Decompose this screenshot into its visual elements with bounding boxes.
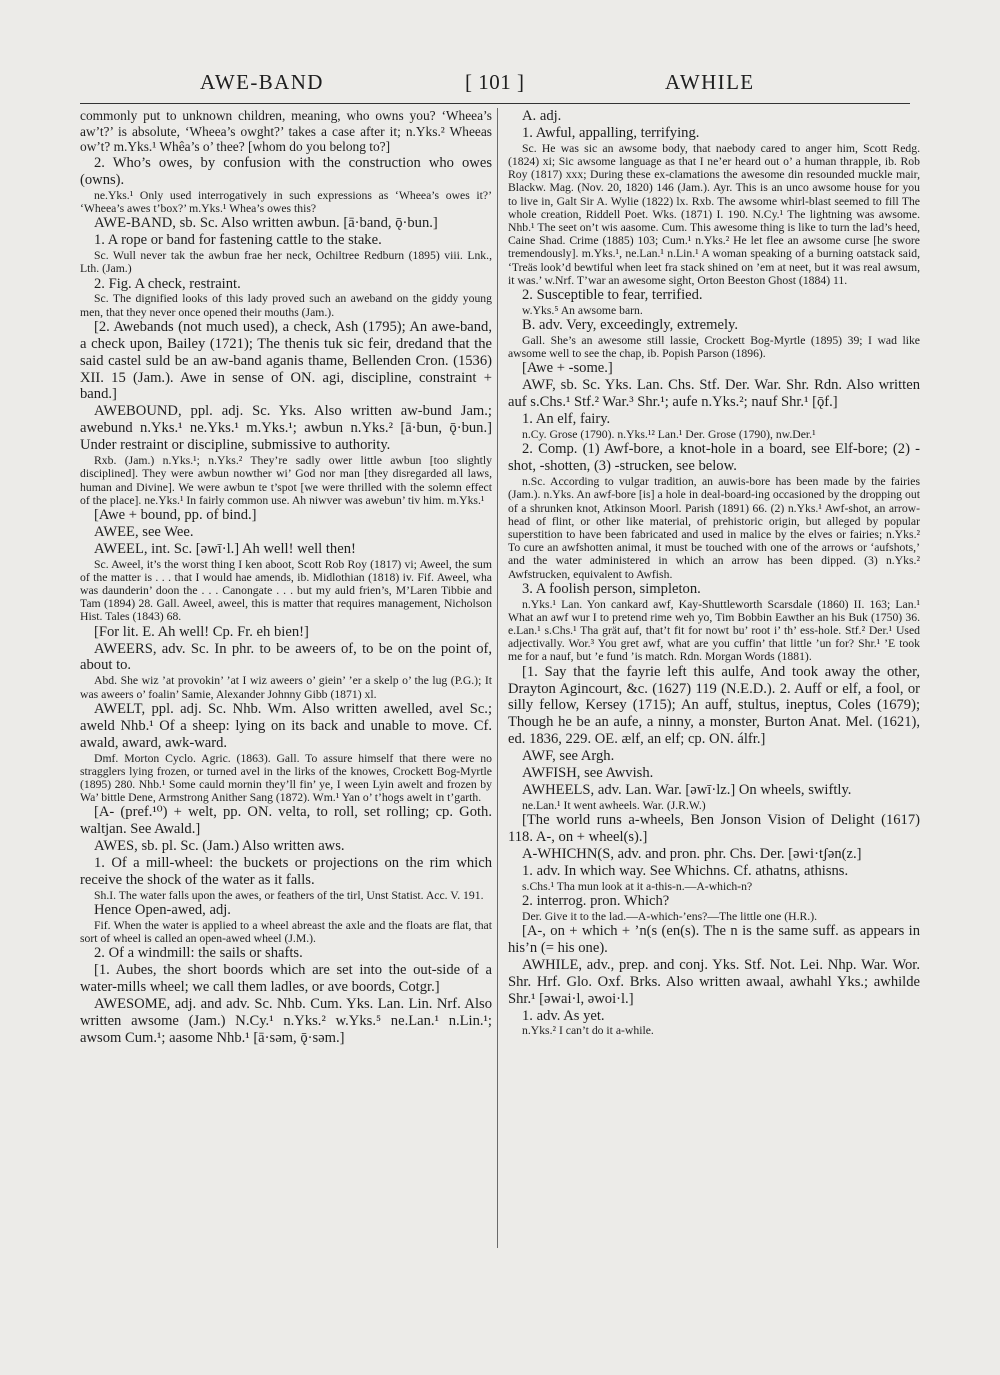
entry-paragraph: 1. Awful, appalling, terrifying.: [522, 124, 700, 141]
citation-paragraph: n.Sc. According to vulgar tradition, an auwis-bore has been made by the fairies (Jam.). n.Yks. An awf-bore [is] a hole in deal-board-ing occasioned by the dropping out of a shrunken knot, Atkinson Moorl. Parish (1891) 66. (2) n.Yks.¹ Awf-shot, an arrow-head of flint, or other like material, of prehistoric origin, but alleged by popular superstition to have been fabricated and used in malice by the elves or fairies; n.Yks.² To cure an awfshotten animal, it must be touched with one of the arrows or ‘aufshots,’ and the water administered in which an arrow has been dipped. (3) n.Yks.² Awfstrucken, equivalent to Awfish.: [508, 475, 920, 581]
entry-paragraph: [For lit. E. Ah well! Cp. Fr. eh bien!]: [94, 623, 309, 640]
entry-paragraph: 3. A foolish person, simpleton.: [522, 580, 701, 597]
entry-paragraph: 2. Of a windmill: the sails or shafts.: [94, 945, 303, 962]
header-left-word: AWE-BAND: [200, 70, 324, 94]
entry-paragraph: AWESOME, adj. and adv. Sc. Nhb. Cum. Yks. Lan. Lin. Nrf. Also written awsome (Jam.) N.Cy.¹ n.Yks.² w.Yks.⁵ ne.Lan.¹ n.Lin.¹; awsom Cum.¹; aasome Nhb.¹ [ā·səm, ǭ·səm.]: [80, 996, 492, 1046]
entry-paragraph: commonly put to unknown children, meaning, who owns you? ‘Wheea’s aw’t?’ is absolute, ‘Wheea’s owght?’ takes a case after it; n.Yks.² Wheeas ow’t? m.Yks.¹ Whêa’s o’ thee? [whom do you belong to?]: [80, 108, 492, 155]
header-rule: [80, 103, 910, 104]
citation-paragraph: Dmf. Morton Cyclo. Agric. (1863). Gall. To assure himself that there were no stragglers lying frozen, or turned avel in the lirks of the knowes, Crockett Bog-Myrtle (1895) 280. Nhb.¹ Some cauld mornin they’ll fin’ ye, I ween Lyin awelt and frozen by Wa’ bittle Dene, Armstrong Anither Sang (1872). Wm.¹ Yan o’ t’hogs awelt in t’garth.: [80, 751, 492, 805]
entry-paragraph: AWELT, ppl. adj. Sc. Nhb. Wm. Also written awelled, avel Sc.; aweld Nhb.¹ Of a sheep: lying on its back and unable to move. Cf. awald, award, awk-ward.: [80, 700, 492, 751]
entry-paragraph: AWES, sb. pl. Sc. (Jam.) Also written aws.: [94, 838, 345, 855]
entry-paragraph: AWEBOUND, ppl. adj. Sc. Yks. Also written aw-bund Jam.; awebund n.Yks.¹ ne.Yks.¹ m.Yks.¹; awbun n.Yks.² [ā·bun, ǭ·bun.] Under restraint or discipline, submissive to authority.: [80, 403, 492, 454]
entry-paragraph: [A-, on + which + ’n(s (en(s). The n is the same suff. as appears in his’n (= his one).: [508, 923, 920, 956]
citation-paragraph: n.Yks.² I can’t do it a-while.: [522, 1024, 654, 1038]
entry-paragraph: AWF, sb. Sc. Yks. Lan. Chs. Stf. Der. War. Shr. Rdn. Also written auf s.Chs.¹ Stf.² War.³ Shr.¹; aufe n.Yks.²; nauf Shr.¹ [ǭf.]: [508, 377, 920, 411]
entry-paragraph: AWHEELS, adv. Lan. War. [əwī·lz.] On wheels, swiftly.: [522, 782, 852, 798]
entry-paragraph: [2. Awebands (not much used), a check, Ash (1795); An awe-band, a check upon, Bailey (1721); The thenis tuk sic feir, dredand that the said castel suld be an aw-band aganis thame, Bellenden Cron. (1536) XII. 15 (Jam.). Awe in sense of ON. agi, discipline, constraint + band.]: [80, 318, 492, 403]
citation-paragraph: Der. Give it to the lad.—A-which-’ens?—The little one (H.R.).: [522, 909, 818, 923]
entry-paragraph: A. adj.: [522, 108, 562, 124]
citation-paragraph: Sc. The dignified looks of this lady proved such an aweband on the giddy young men, that they never once opened their mouths (Jam.).: [80, 292, 492, 319]
page-header: [80, 70, 910, 102]
citation-paragraph: Rxb. (Jam.) n.Yks.¹; n.Yks.² They’re sadly ower little awbun [too slightly disciplined]. They were awbun nowther wi’ God nor man [they disregarded all laws, human and Divine]. We were awbun te t’spot [we were thrilled with the solemn effect of the place]. ne.Yks.¹ In fairly common use. Ah niwver was awebun’ tiv him. m.Yks.¹: [80, 454, 492, 507]
citation-paragraph: s.Chs.¹ Tha mun look at it a-this-n.—A-which-n?: [522, 879, 753, 893]
page-number: [ 101 ]: [465, 70, 525, 94]
entry-paragraph: AWHILE, adv., prep. and conj. Yks. Stf. Not. Lei. Nhp. War. Wor. Shr. Hrf. Glo. Oxf. Brks. Also written awaal, awhahl Yks.; awhilde Shr.¹ [əwai·l, əwoi·l.]: [508, 956, 920, 1007]
entry-paragraph: [The world runs a-wheels, Ben Jonson Vision of Delight (1617) 118. A-, on + wheel(s).]: [508, 812, 920, 846]
entry-paragraph: AWF, see Argh.: [522, 748, 615, 765]
entry-paragraph: 2. Fig. A check, restraint.: [94, 275, 241, 292]
entry-paragraph: [Awe + -some.]: [522, 360, 613, 377]
citation-paragraph: ne.Yks.¹ Only used interrogatively in such expressions as ‘Wheea’s owes it?’ ‘Wheea’s awes t’box?’ m.Yks.¹ Whea’s owes this?: [80, 188, 492, 216]
citation-paragraph: Sc. Wull never tak the awbun frae her neck, Ochiltree Redburn (1895) viii. Lnk., Lth. (Jam.): [80, 249, 492, 276]
entry-paragraph: A-WHICHN(S, adv. and pron. phr. Chs. Der. [əwi·tʃən(z.]: [522, 845, 862, 862]
entry-paragraph: [1. Say that the fayrie left this aulfe, And took away the other, Drayton Agincourt, &c. (1627) 119 (N.E.D.). 2. Auff or elf, a fool, or silly fellow, Kersey (1715); An auff, stultus, ineptus, Coles (1679); Though he be an aufe, a ninny, a monster, Burton Anat. Mel. (1621), ed. 1836, 229. OE. ælf, an elf; cp. ON. álfr.]: [508, 663, 920, 748]
entry-paragraph: 1. A rope or band for fastening cattle to the stake.: [94, 232, 382, 249]
entry-paragraph: 2. Comp. (1) Awf-bore, a knot-hole in a board, see Elf-bore; (2) -shot, -shotten, (3) -strucken, see below.: [508, 441, 920, 475]
citation-paragraph: ne.Lan.¹ It went awheels. War. (J.R.W.): [522, 798, 706, 812]
entry-paragraph: AWE-BAND, sb. Sc. Also written awbun. [ā·band, ǭ·bun.]: [94, 215, 438, 232]
entry-paragraph: [1. Aubes, the short boords which are set into the out-side of a water-mills wheel; we call them ladles, or ave boords, Cotgr.]: [80, 962, 492, 996]
entry-paragraph: 1. adv. As yet.: [522, 1007, 605, 1024]
citation-paragraph: Abd. She wiz ’at provokin’ ’at I wiz aweers o’ giein’ ’er a skelp o’ the lug (P.G.); It was aweers o’ foalin’ Samie, Alexander Johnny Gibb (1871) xl.: [80, 674, 492, 701]
entry-paragraph: 2. interrog. pron. Which?: [522, 892, 670, 909]
entry-paragraph: [A- (pref.¹⁰) + welt, pp. ON. velta, to roll, set rolling; cp. Goth. waltjan. See Awald.]: [80, 804, 492, 838]
entry-paragraph: AWEE, see Wee.: [94, 523, 194, 540]
citation-paragraph: Sc. He was sic an awsome body, that naebody cared to anger him, Scott Redg. (1824) xi; Sic awsome language as that I ne’er heard out o’ a human thrapple, ib. Rob Roy (1817) xxx; During these ex-clamations the awesome din resounded muckle mair, Blackw. Mag. (Nov. 20, 1820) 146 (Jam.). Ayr. This is an unco awsome house for you to live in, Galt Sir A. Wylie (1822) lx. Rxb. The awsome whirl-blast seemed to fill The whole creation, Riddell Poet. Wks. (1871) I. 190. N.Cy.¹ The lightning was awsome. Nhb.¹ The seet on’t wis aasome. Cum. This awesome thing is like to turn the lad’s heed, Caine Shad. Crime (1885) 103; Cum.¹ n.Yks.² He let flee an awsome curse [he swore tremendously]. m.Yks.¹, ne.Lan.¹ n.Lin.¹ A woman speaking of a burning oatstack said, ‘Treäs look’d bewtiful when leet fra stack shined on ’em at neet, but it was real awsum, it was.’ w.Nrf. T’war an awesome sight, Orton Beeston Ghost (1884) 11.: [508, 141, 920, 287]
citation-paragraph: w.Yks.⁵ An awsome barn.: [522, 303, 643, 317]
entry-paragraph: 1. Of a mill-wheel: the buckets or projections on the rim which receive the shock of the water as it falls.: [80, 855, 492, 888]
entry-paragraph: 1. An elf, fairy.: [522, 411, 611, 428]
citation-paragraph: n.Cy. Grose (1790). n.Yks.¹² Lan.¹ Der. Grose (1790), nw.Der.¹: [522, 428, 816, 442]
entry-paragraph: AWEERS, adv. Sc. In phr. to be aweers of, to be on the point of, about to.: [80, 640, 492, 674]
citation-paragraph: n.Yks.¹ Lan. Yon cankard awf, Kay-Shuttleworth Scarsdale (1860) II. 163; Lan.¹ What an awf wur I to pretend rime weh yo, Tim Bobbin Eawther an his Buk (1750) 36. e.Lan.¹ s.Chs.¹ Tha grät auf, that’t fit for nowt bu’ root i’ th’ ess-hole. Stf.² Der.¹ Used adjectivally. Wor.³ You gret awf, what are you cuffin’ that little ’un for? Shr.¹ ’E took me for a nauf, but ’e fund ’is match. Rdn. Morgan Words (1881).: [508, 597, 920, 664]
entry-paragraph: AWFISH, see Awvish.: [522, 765, 654, 782]
citation-paragraph: Sc. Aweel, it’s the worst thing I ken aboot, Scott Rob Roy (1817) vi; Aweel, the sum of the matter is . . . that I would hae amends, ib. Midlothian (1818) iv. Fif. Aweel, wha was daunderin’ doon the . . . Canongate . . . but my auld frien’s, M’Laren Tibbie and Tam (1894) 28. Gall. Aweel, aweel, this is matter that requires management, Nicholson Hist. Tales (1843) 68.: [80, 557, 492, 624]
entry-paragraph: Hence Open-awed, adj.: [94, 902, 231, 919]
entry-paragraph: 2. Susceptible to fear, terrified.: [522, 287, 703, 304]
entry-paragraph: 2. Who’s owes, by confusion with the construction who owes (owns).: [80, 155, 492, 189]
entry-paragraph: 1. adv. In which way. See Whichns. Cf. athatns, athisns.: [522, 862, 849, 879]
right-column: [508, 108, 920, 1038]
citation-paragraph: Sh.I. The water falls upon the awes, or feathers of the tirl, Unst Statist. Acc. V. 191.: [94, 888, 484, 902]
left-column: [80, 108, 492, 1047]
entry-paragraph: B. adv. Very, exceedingly, extremely.: [522, 317, 738, 334]
entry-paragraph: [Awe + bound, pp. of bind.]: [94, 506, 257, 523]
header-right-word: AWHILE: [665, 70, 755, 94]
citation-paragraph: Gall. She’s an awesome still lassie, Crockett Bog-Myrtle (1895) 39; I wad like awsome well to see the chap, ib. Popish Parson (1896).: [508, 334, 920, 361]
column-divider: [497, 108, 498, 1248]
entry-paragraph: AWEEL, int. Sc. [əwī·l.] Ah well! well then!: [94, 540, 356, 557]
citation-paragraph: Fif. When the water is applied to a wheel abreast the axle and the floats are flat, that sort of wheel is called an open-awed wheel (J.M.).: [80, 918, 492, 946]
